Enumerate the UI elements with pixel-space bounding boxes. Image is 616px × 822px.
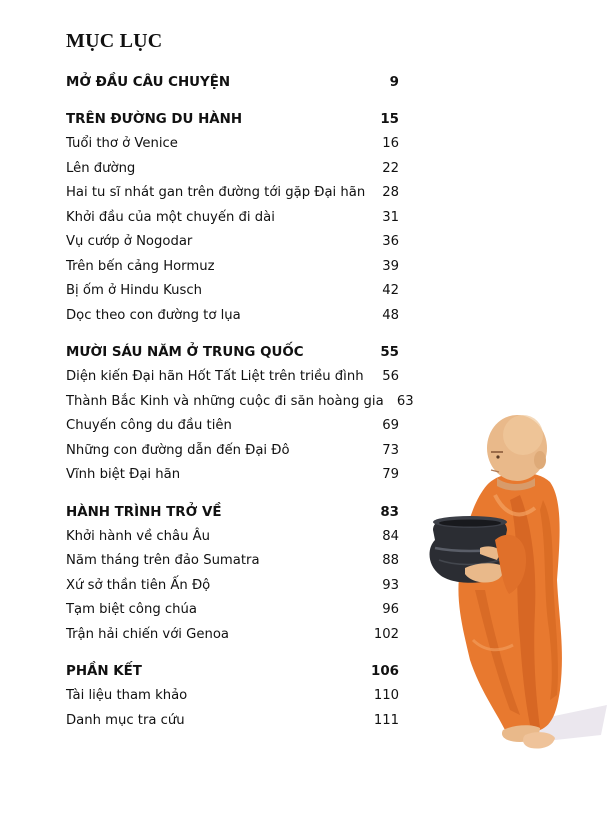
entry-label: Khởi hành về châu Âu [66,528,211,544]
page-title: MỤC LỤC [66,30,163,52]
section-heading-row[interactable] [66,107,399,132]
entry-page-number: 31 [382,209,399,225]
entry-page-number: 69 [382,418,399,433]
entry-label: Trận hải chiến với Genoa [66,626,229,642]
section-heading-label: PHẦN KẾT [66,664,142,679]
toc-section [66,107,399,328]
entry-label: Hai tu sĩ nhát gan trên đường tới gặp Đại hãn [66,185,366,200]
toc-entry[interactable] [66,230,399,255]
section-heading-row[interactable] [66,340,399,365]
toc-entry[interactable] [66,181,399,206]
toc-entry[interactable] [66,304,399,329]
entry-page-number: 63 [396,393,414,409]
section-page-number: 15 [380,112,399,127]
toc-section [66,659,399,733]
entry-label: Lên đường [66,160,136,176]
entry-page-number: 96 [382,602,399,617]
entry-label: Danh mục tra cứu [66,712,185,728]
entry-page-number: 42 [382,283,399,298]
section-heading-label: HÀNH TRÌNH TRỞ VỀ [66,504,222,520]
entry-page-number: 22 [382,160,399,176]
toc-entry[interactable] [66,684,399,709]
section-heading-row[interactable] [66,500,399,525]
toc-entry[interactable] [66,279,399,304]
toc-entry[interactable] [66,157,399,182]
entry-label: Diện kiến Đại hãn Hốt Tất Liệt trên triều đình [66,369,364,384]
toc-entry[interactable] [66,132,399,157]
entry-label: Năm tháng trên đảo Sumatra [66,553,260,568]
toc-entry[interactable] [66,709,399,734]
section-heading-label: TRÊN ĐƯỜNG DU HÀNH [66,112,243,127]
entry-label: Bị ốm ở Hindu Kusch [66,283,202,298]
entry-page-number: 39 [382,258,399,274]
entry-page-number: 73 [382,442,399,458]
section-heading-label: MỞ ĐẦU CÂU CHUYỆN [66,75,231,90]
toc-entry[interactable] [66,414,399,439]
toc-entry[interactable] [66,598,399,623]
entry-label: Tạm biệt công chúa [66,602,197,617]
entry-label: Tài liệu tham khảo [66,688,188,703]
entry-page-number: 28 [382,185,399,200]
section-heading-label: MƯỜI SÁU NĂM Ở TRUNG QUỐC [66,345,304,360]
entry-page-number: 84 [382,528,399,544]
entry-label: Thành Bắc Kinh và những cuộc đi săn hoàng gia [66,393,384,409]
entry-label: Khởi đầu của một chuyến đi dài [66,209,275,225]
entry-label: Xứ sở thần tiên Ấn Độ [66,577,211,593]
monk-illustration [425,390,615,760]
entry-label: Những con đường dẫn đến Đại Đô [66,442,290,458]
entry-page-number: 48 [382,307,399,323]
toc-section [66,340,414,488]
toc-entry[interactable] [66,206,399,231]
toc-entry[interactable] [66,390,414,415]
section-heading-row[interactable] [66,70,399,95]
section-page-number: 83 [380,504,399,520]
toc-entry[interactable] [66,439,399,464]
toc-entry[interactable] [66,463,399,488]
table-of-contents [66,70,414,745]
section-page-number: 9 [389,75,399,90]
entry-label: Trên bến cảng Hormuz [66,258,215,274]
entry-label: Tuổi thơ ở Venice [66,136,178,151]
entry-page-number: 16 [382,136,399,151]
entry-label: Chuyến công du đầu tiên [66,418,232,433]
entry-label: Vĩnh biệt Đại hãn [66,467,181,482]
entry-page-number: 102 [373,626,399,642]
entry-page-number: 110 [373,688,399,703]
entry-page-number: 111 [373,712,399,728]
entry-page-number: 56 [382,369,399,384]
toc-section [66,70,399,95]
section-page-number: 55 [380,345,399,360]
toc-entry[interactable] [66,574,399,599]
entry-page-number: 88 [382,553,399,568]
entry-label: Dọc theo con đường tơ lụa [66,307,241,323]
entry-page-number: 79 [382,467,399,482]
toc-section [66,500,399,648]
entry-page-number: 36 [382,234,399,249]
section-page-number: 106 [371,664,399,679]
toc-entry[interactable] [66,255,399,280]
entry-page-number: 93 [382,577,399,593]
toc-entry[interactable] [66,525,399,550]
toc-entry[interactable] [66,365,399,390]
section-heading-row[interactable] [66,659,399,684]
toc-entry[interactable] [66,549,399,574]
entry-label: Vụ cướp ở Nogodar [66,234,193,249]
toc-entry[interactable] [66,623,399,648]
